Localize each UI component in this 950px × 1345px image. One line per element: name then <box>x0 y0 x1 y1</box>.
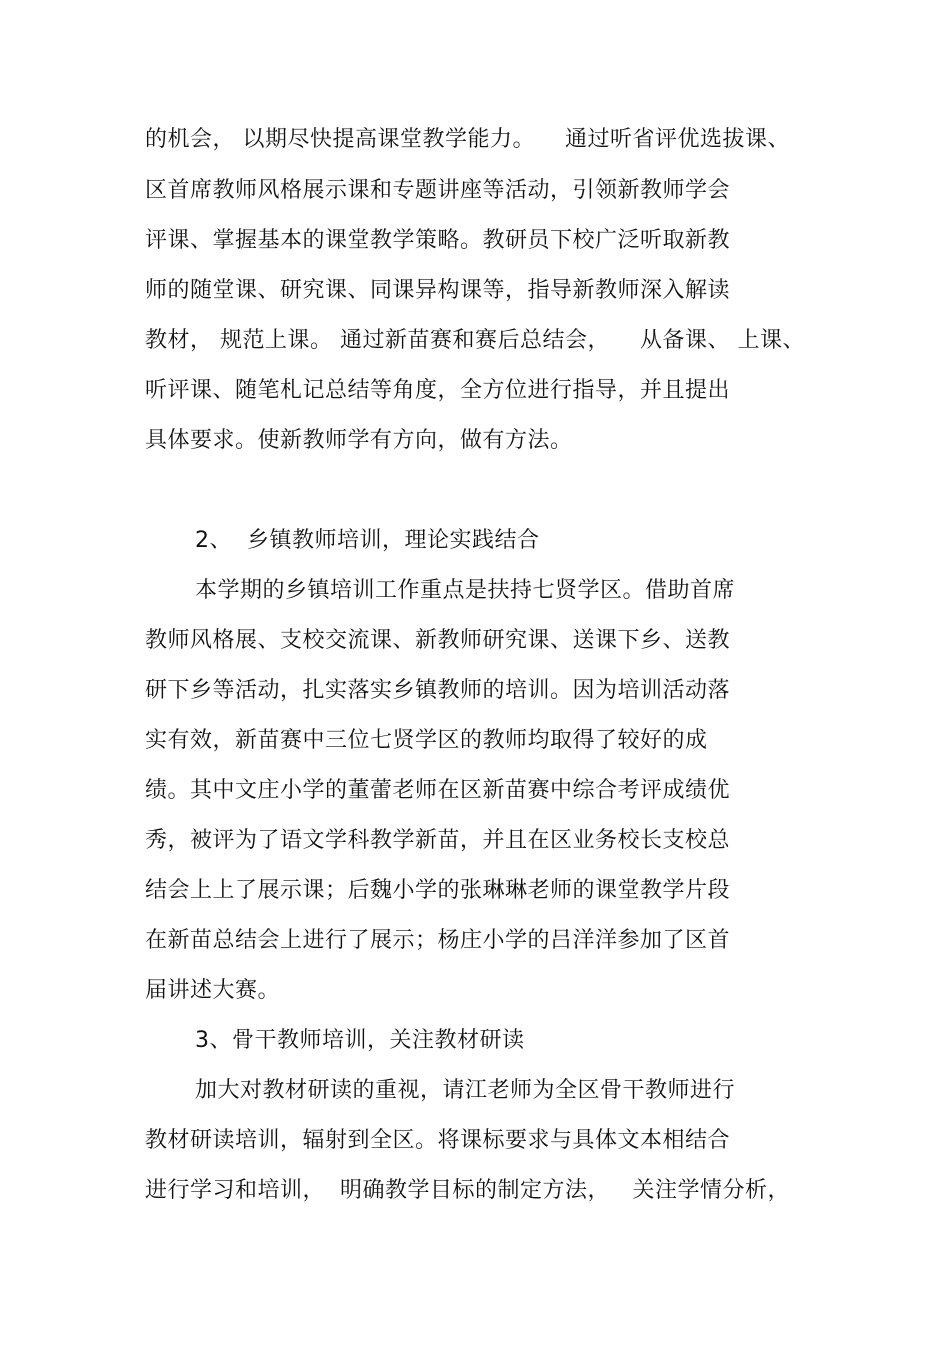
paragraph-line: 在新苗总结会上进行了展示；杨庄小学的吕洋洋参加了区首 <box>145 928 731 953</box>
paragraph-line: 届讲述大赛。 <box>145 978 281 1003</box>
paragraph-line: 师的随堂课、研究课、同课异构课等，指导新教师深入解读 <box>145 278 731 303</box>
section-heading: 3、骨干教师培训，关注教材研读 <box>195 1028 525 1053</box>
paragraph-line: 结会上上了展示课；后魏小学的张琳琳老师的课堂教学片段 <box>145 878 731 903</box>
paragraph-line: 教师风格展、支校交流课、新教师研究课、送课下乡、送教 <box>145 628 731 653</box>
paragraph-line: 的机会， 以期尽快提高课堂教学能力。 通过听省评优选拔课、 <box>145 127 790 152</box>
paragraph-line: 加大对教材研读的重视，请江老师为全区骨干教师进行 <box>195 1078 736 1103</box>
paragraph-line: 具体要求。使新教师学有方向，做有方法。 <box>145 428 573 453</box>
paragraph-line: 本学期的乡镇培训工作重点是扶持七贤学区。借助首席 <box>195 578 736 603</box>
paragraph-line: 教材， 规范上课。 通过新苗赛和赛后总结会， 从备课、 上课、 <box>145 328 805 353</box>
section-heading: 2、 乡镇教师培训，理论实践结合 <box>195 528 540 553</box>
paragraph-line: 实有效，新苗赛中三位七贤学区的教师均取得了较好的成 <box>145 728 708 753</box>
paragraph-line: 听评课、随笔札记总结等角度，全方位进行指导，并且提出 <box>145 378 731 403</box>
paragraph-line: 进行学习和培训， 明确教学目标的制定方法， 关注学情分析， <box>145 1178 790 1203</box>
paragraph-line: 区首席教师风格展示课和专题讲座等活动，引领新教师学会 <box>145 178 731 203</box>
paragraph-line: 秀，被评为了语文学科教学新苗，并且在区业务校长支校总 <box>145 828 731 853</box>
paragraph-line: 评课、掌握基本的课堂教学策略。教研员下校广泛听取新教 <box>145 228 731 253</box>
paragraph-line: 研下乡等活动，扎实落实乡镇教师的培训。因为培训活动落 <box>145 678 731 703</box>
paragraph-line: 绩。其中文庄小学的董蕾老师在区新苗赛中综合考评成绩优 <box>145 778 731 803</box>
paragraph-line: 教材研读培训，辐射到全区。将课标要求与具体文本相结合 <box>145 1128 731 1153</box>
